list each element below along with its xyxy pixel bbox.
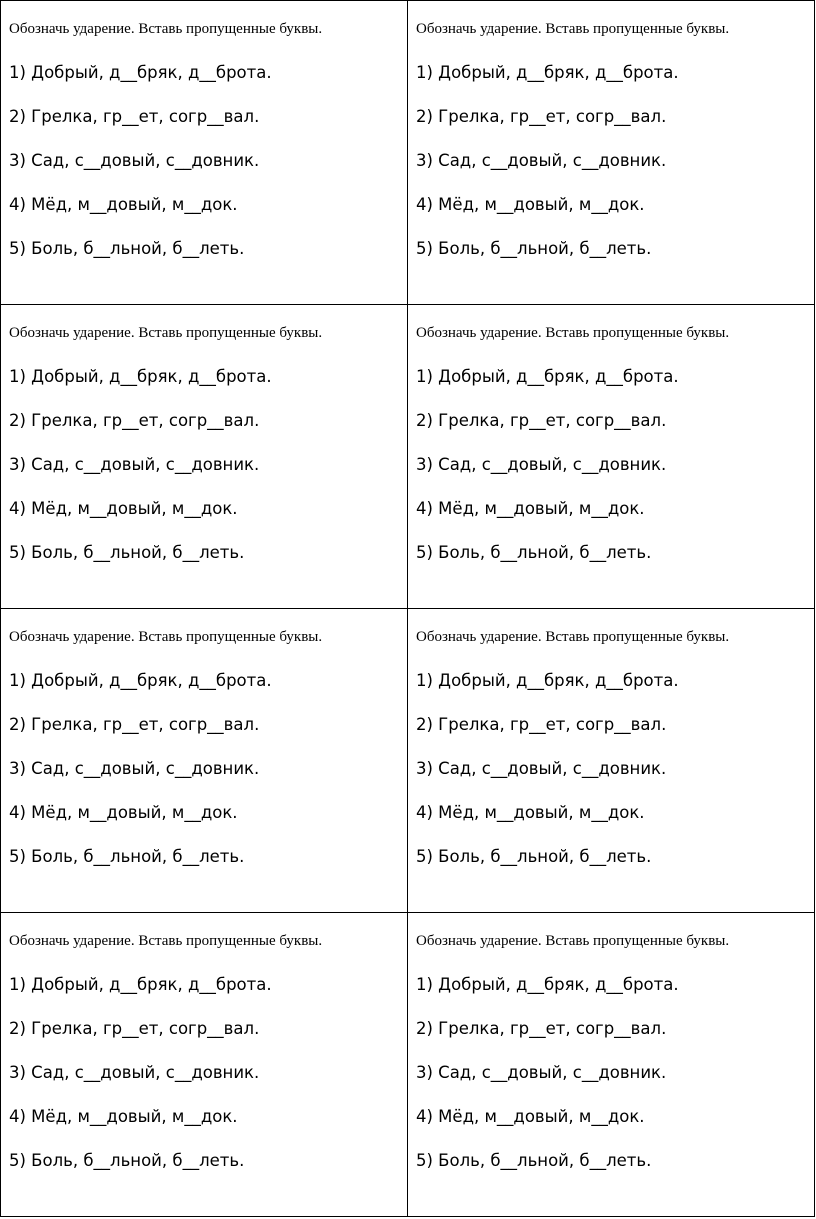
exercise-line: 4) Мёд, м__довый, м__док. (9, 195, 238, 214)
exercise-line: 4) Мёд, м__довый, м__док. (9, 1107, 238, 1126)
exercise-line: 3) Сад, с__довый, с__довник. (416, 759, 667, 778)
exercise-line: 5) Боль, б__льной, б__леть. (9, 847, 245, 866)
exercise-line: 4) Мёд, м__довый, м__док. (9, 803, 238, 822)
exercise-line: 3) Сад, с__довый, с__довник. (416, 1063, 667, 1082)
exercise-line: 2) Грелка, гр__ет, согр__вал. (416, 107, 667, 126)
exercise-line: 2) Грелка, гр__ет, согр__вал. (9, 411, 260, 430)
card-row (1, 1, 815, 305)
exercise-line: 5) Боль, б__льной, б__леть. (416, 239, 652, 258)
card-instruction: Обозначь ударение. Вставь пропущенные буквы. (416, 325, 730, 341)
exercise-line: 3) Сад, с__довый, с__довник. (9, 455, 260, 474)
exercise-line: 2) Грелка, гр__ет, согр__вал. (9, 1019, 260, 1038)
card-instruction: Обозначь ударение. Вставь пропущенные буквы. (9, 325, 323, 341)
card-instruction: Обозначь ударение. Вставь пропущенные буквы. (416, 629, 730, 645)
exercise-line: 2) Грелка, гр__ет, согр__вал. (9, 107, 260, 126)
exercise-line: 4) Мёд, м__довый, м__док. (416, 1107, 645, 1126)
exercise-card (408, 305, 814, 608)
card-row (1, 305, 815, 609)
card-instruction: Обозначь ударение. Вставь пропущенные буквы. (9, 629, 323, 645)
card-row (1, 609, 815, 913)
exercise-line: 5) Боль, б__льной, б__леть. (9, 239, 245, 258)
card-cell (408, 913, 815, 1217)
exercise-line: 2) Грелка, гр__ет, согр__вал. (9, 715, 260, 734)
card-row (1, 913, 815, 1217)
exercise-line: 1) Добрый, д__бряк, д__брота. (9, 975, 272, 994)
exercise-line: 2) Грелка, гр__ет, согр__вал. (416, 411, 667, 430)
exercise-line: 5) Боль, б__льной, б__леть. (416, 847, 652, 866)
exercise-line: 1) Добрый, д__бряк, д__брота. (9, 671, 272, 690)
card-cell (1, 305, 408, 609)
exercise-line: 3) Сад, с__довый, с__довник. (9, 1063, 260, 1082)
card-cell (408, 305, 815, 609)
card-instruction: Обозначь ударение. Вставь пропущенные буквы. (9, 933, 323, 949)
card-instruction: Обозначь ударение. Вставь пропущенные буквы. (416, 21, 730, 37)
exercise-line: 1) Добрый, д__бряк, д__брота. (9, 367, 272, 386)
exercise-line: 5) Боль, б__льной, б__леть. (9, 1151, 245, 1170)
exercise-line: 4) Мёд, м__довый, м__док. (416, 499, 645, 518)
card-instruction: Обозначь ударение. Вставь пропущенные буквы. (416, 933, 730, 949)
card-cell (1, 1, 408, 305)
exercise-card (408, 609, 814, 912)
card-cell (1, 913, 408, 1217)
exercise-line: 5) Боль, б__льной, б__леть. (9, 543, 245, 562)
exercise-card (1, 609, 407, 912)
exercise-line: 1) Добрый, д__бряк, д__брота. (416, 671, 679, 690)
exercise-line: 1) Добрый, д__бряк, д__брота. (9, 63, 272, 82)
exercise-card (1, 1, 407, 304)
exercise-line: 3) Сад, с__довый, с__довник. (9, 759, 260, 778)
exercise-card (408, 1, 814, 304)
exercise-line: 4) Мёд, м__довый, м__док. (9, 499, 238, 518)
exercise-card (408, 913, 814, 1216)
exercise-line: 1) Добрый, д__бряк, д__брота. (416, 367, 679, 386)
exercise-line: 1) Добрый, д__бряк, д__брота. (416, 975, 679, 994)
exercise-line: 4) Мёд, м__довый, м__док. (416, 803, 645, 822)
card-cell (1, 609, 408, 913)
exercise-line: 2) Грелка, гр__ет, согр__вал. (416, 715, 667, 734)
exercise-line: 3) Сад, с__довый, с__довник. (416, 151, 667, 170)
exercise-line: 3) Сад, с__довый, с__довник. (416, 455, 667, 474)
exercise-card (1, 913, 407, 1216)
exercise-line: 3) Сад, с__довый, с__довник. (9, 151, 260, 170)
exercise-line: 4) Мёд, м__довый, м__док. (416, 195, 645, 214)
card-cell (408, 1, 815, 305)
exercise-line: 5) Боль, б__льной, б__леть. (416, 1151, 652, 1170)
exercise-line: 1) Добрый, д__бряк, д__брота. (416, 63, 679, 82)
exercise-line: 2) Грелка, гр__ет, согр__вал. (416, 1019, 667, 1038)
exercise-line: 5) Боль, б__льной, б__леть. (416, 543, 652, 562)
card-instruction: Обозначь ударение. Вставь пропущенные буквы. (9, 21, 323, 37)
exercise-card (1, 305, 407, 608)
card-cell (408, 609, 815, 913)
